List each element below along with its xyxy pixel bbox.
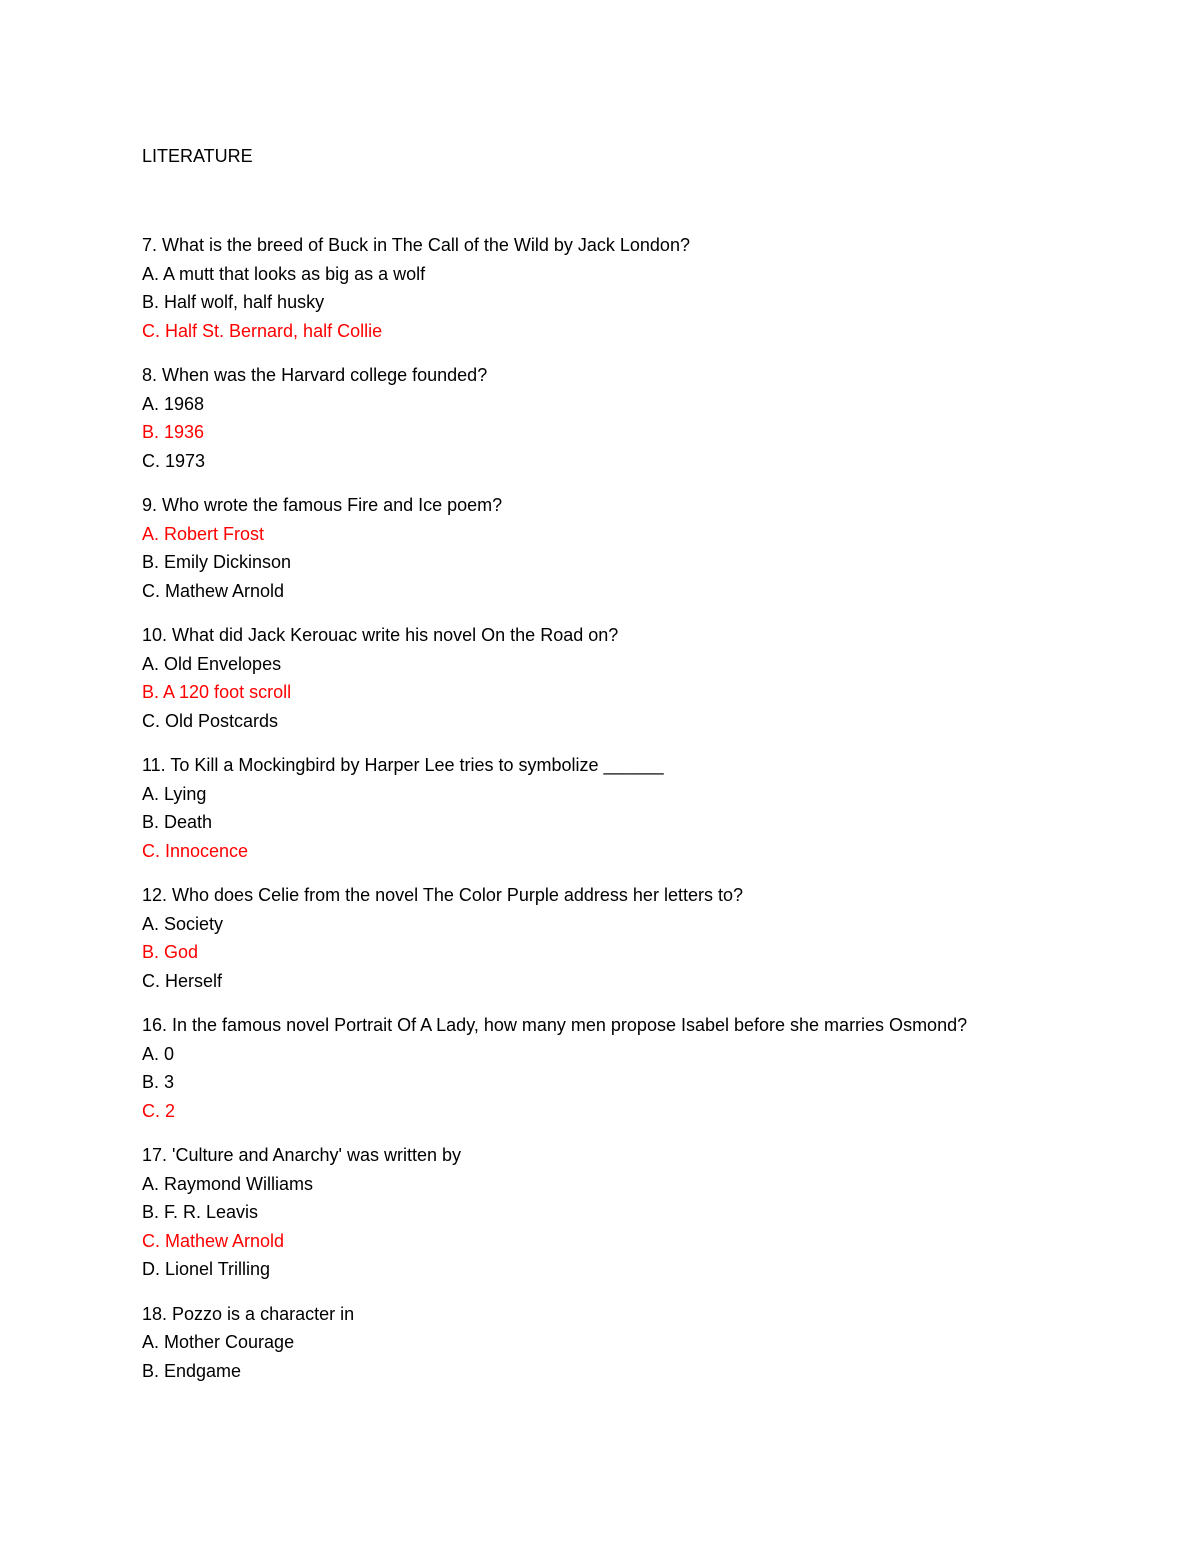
answer-option: D. Lionel Trilling (142, 1259, 271, 1279)
question-block (142, 1141, 1142, 1284)
answer-option: A. 0 (142, 1043, 175, 1064)
answer-option: A. Lying (142, 783, 207, 804)
question-block (142, 881, 1142, 995)
answer-option: A. Old Envelopes (142, 653, 282, 674)
answer-option: B. Half wolf, half husky (142, 292, 325, 312)
answer-option: C. 1973 (142, 450, 206, 471)
question-text: 12. Who does Celie from the novel The Color Purple address her letters to? (142, 885, 743, 905)
question-block (142, 1300, 1142, 1386)
question-text: 8. When was the Harvard college founded? (142, 365, 488, 385)
question-text: 9. Who wrote the famous Fire and Ice poem? (142, 495, 503, 515)
correct-answer-option: C. Mathew Arnold (142, 1230, 285, 1251)
answer-option: A. A mutt that looks as big as a wolf (142, 263, 426, 284)
answer-option: A. Society (142, 913, 224, 934)
correct-answer-option: C. 2 (142, 1100, 176, 1121)
answer-option: B. Death (142, 812, 213, 832)
answer-option: B. Emily Dickinson (142, 552, 292, 572)
answer-option: C. Herself (142, 970, 223, 991)
answer-option: B. Endgame (142, 1360, 242, 1381)
answer-option: B. 3 (142, 1072, 175, 1092)
question-block (142, 1011, 1142, 1125)
question-list (142, 231, 1142, 1401)
answer-option: A. Raymond Williams (142, 1173, 314, 1194)
correct-answer-option: B. A 120 foot scroll (142, 682, 292, 702)
question-block (142, 361, 1142, 475)
answer-option: A. 1968 (142, 393, 205, 414)
question-text: 18. Pozzo is a character in (142, 1303, 355, 1324)
correct-answer-option: B. 1936 (142, 422, 205, 442)
answer-option: A. Mother Courage (142, 1332, 295, 1352)
correct-answer-option: B. God (142, 942, 199, 962)
correct-answer-option: C. Innocence (142, 840, 249, 861)
answer-option: C. Old Postcards (142, 710, 279, 731)
question-block (142, 491, 1142, 605)
question-block (142, 231, 1142, 345)
correct-answer-option: C. Half St. Bernard, half Collie (142, 320, 383, 341)
question-text: 11. To Kill a Mockingbird by Harper Lee tries to symbolize ______ (142, 755, 664, 775)
answer-option: C. Mathew Arnold (142, 580, 285, 601)
question-text: 7. What is the breed of Buck in The Call of the Wild by Jack London? (142, 235, 690, 255)
question-text: 17. 'Culture and Anarchy' was written by (142, 1145, 462, 1165)
question-text: 16. In the famous novel Portrait Of A Lady, how many men propose Isabel before she marries Osmond? (142, 1015, 968, 1035)
question-text: 10. What did Jack Kerouac write his novel On the Road on? (142, 625, 619, 645)
page-heading: LITERATURE (142, 146, 253, 166)
question-block (142, 621, 1142, 735)
question-block (142, 751, 1142, 865)
correct-answer-option: A. Robert Frost (142, 523, 265, 544)
answer-option: B. F. R. Leavis (142, 1202, 259, 1222)
